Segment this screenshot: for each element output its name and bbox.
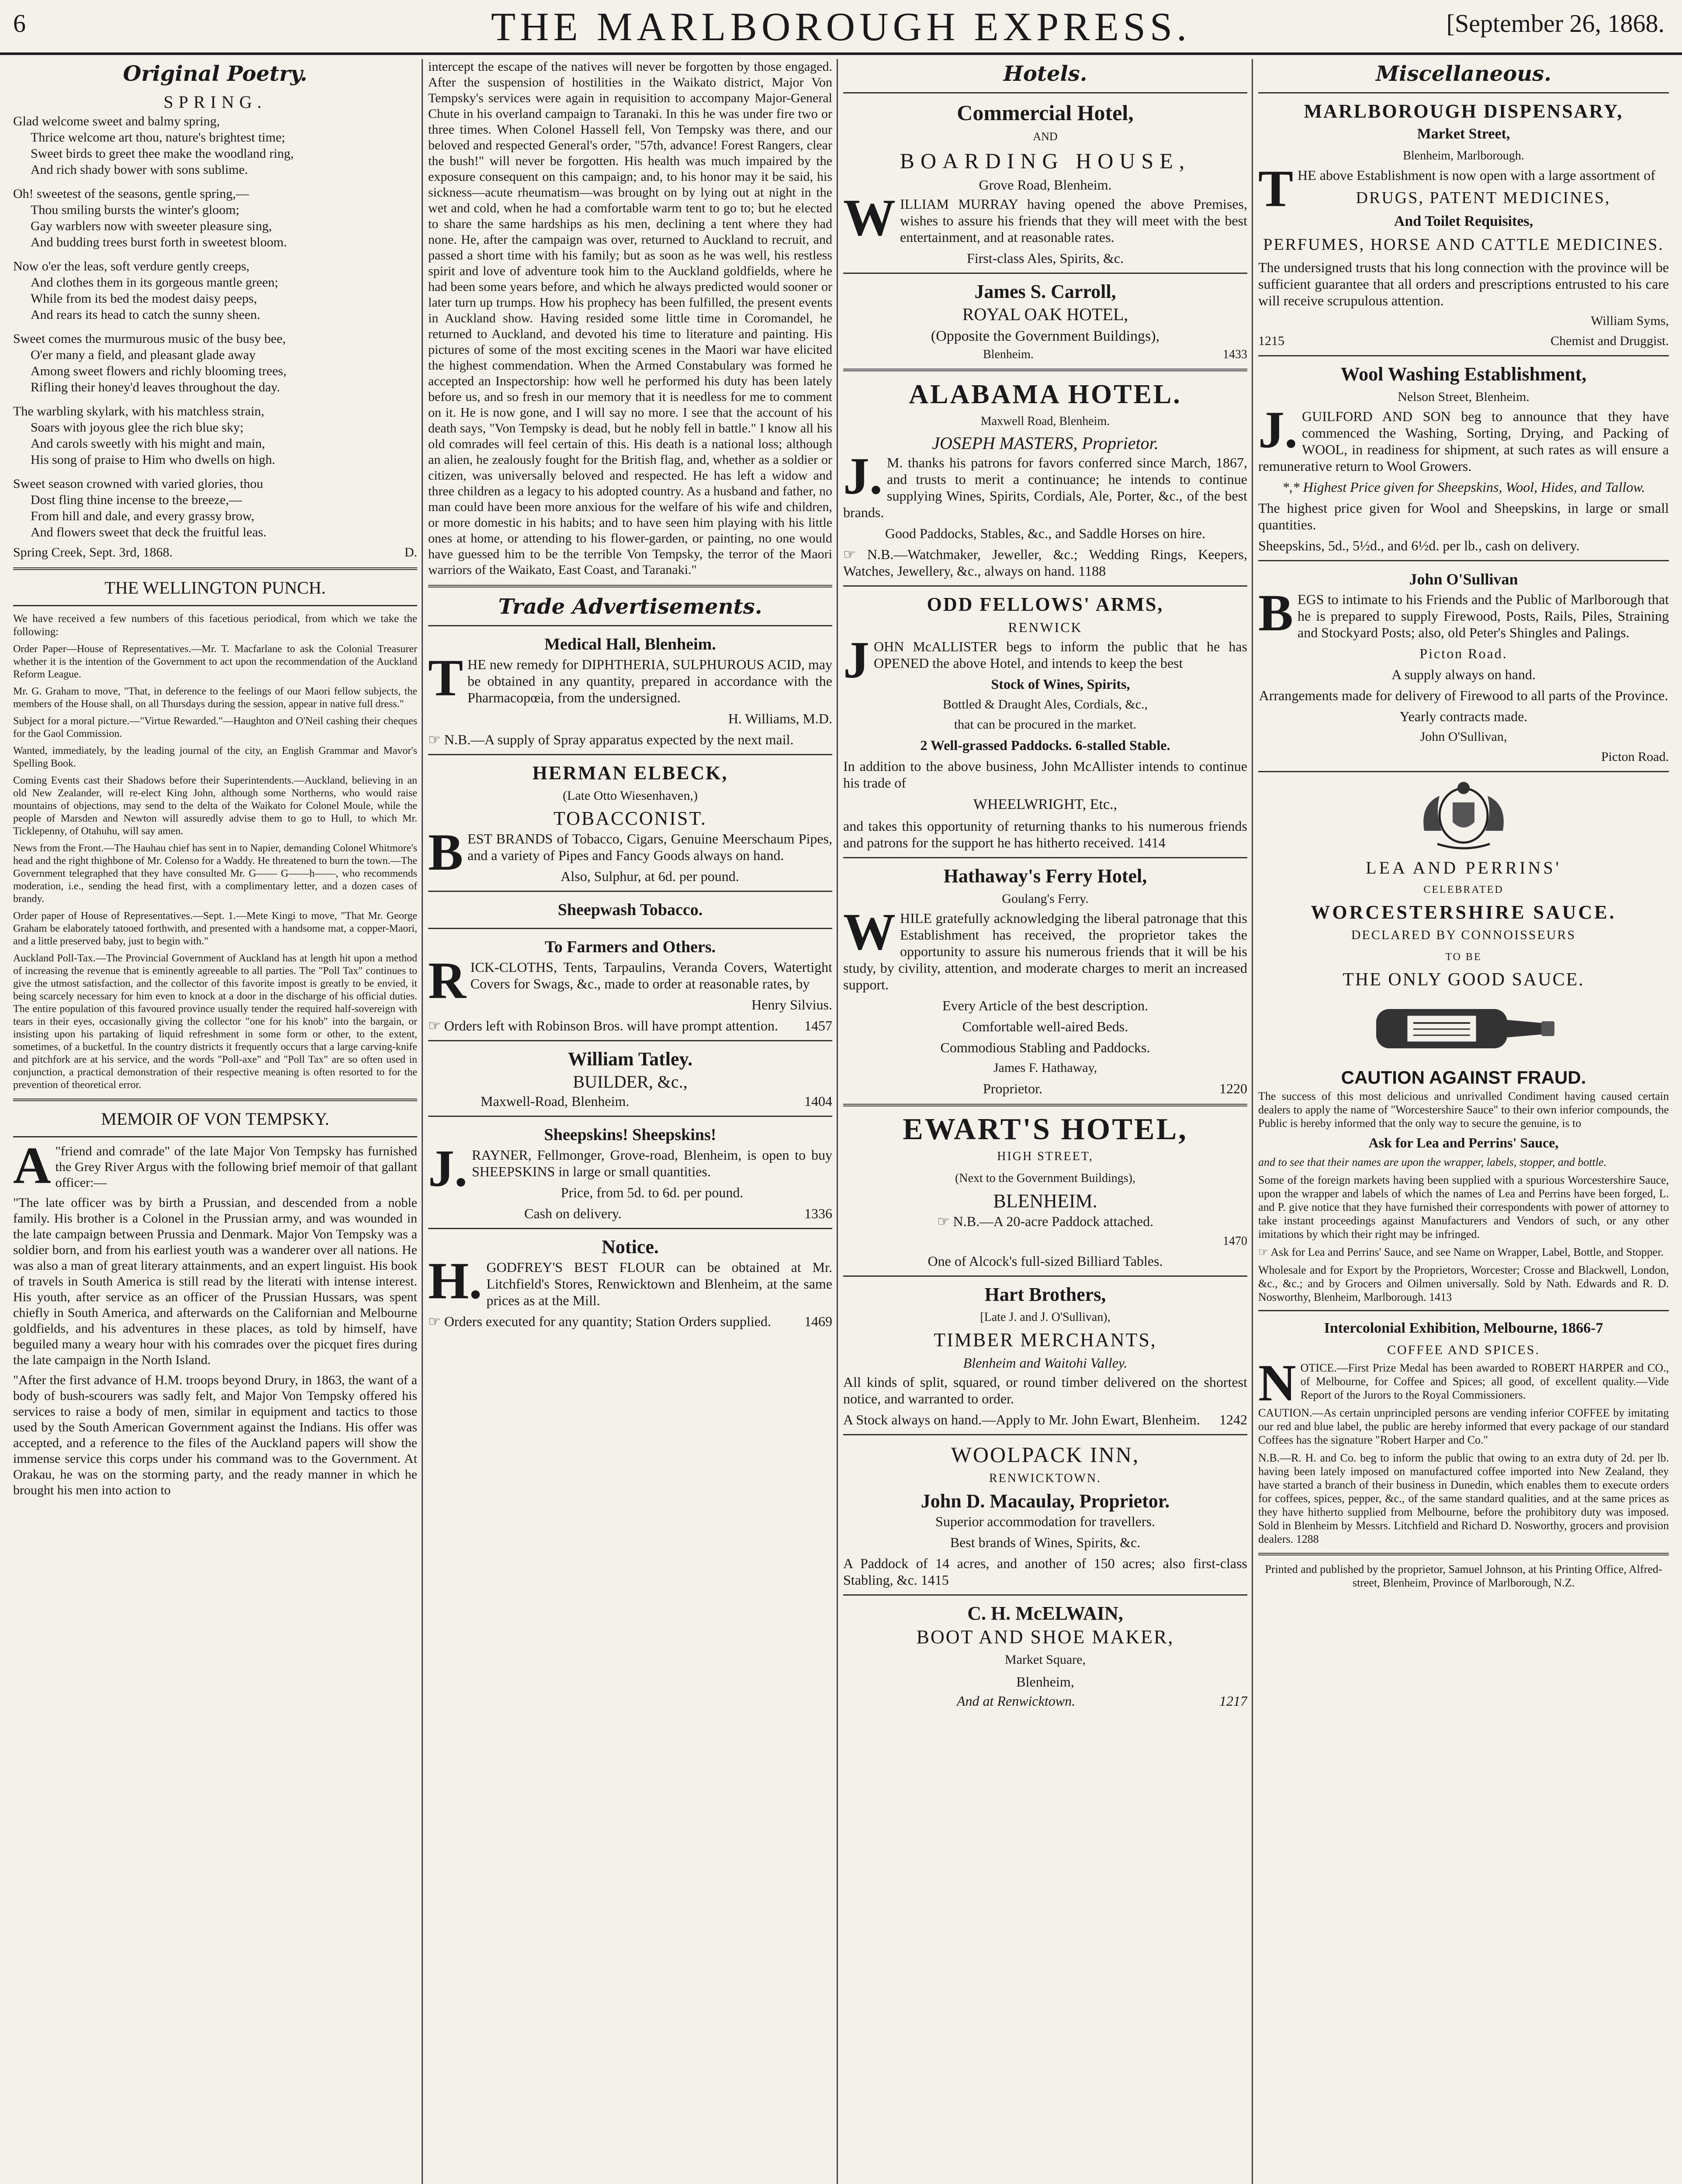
divider — [1258, 771, 1669, 772]
tatley-name: William Tatley. — [568, 1048, 693, 1070]
ad-number: 1470 — [1223, 1234, 1247, 1248]
mcelwain-trade: BOOT AND SHOE MAKER, — [916, 1626, 1174, 1648]
commercial-ales: First-class Ales, Spirits, &c. — [966, 250, 1124, 266]
elbeck-name: HERMAN ELBECK, — [532, 762, 728, 784]
ewart-hotel-name: EWART'S HOTEL, — [903, 1113, 1188, 1146]
tatley-footer — [428, 1093, 832, 1109]
dispensary-body: THE above Establishment is now open with a large assortment of — [1258, 159, 1655, 218]
ad-number: 1217 — [1219, 1693, 1247, 1709]
lp-only: THE ONLY GOOD SAUCE. — [1343, 970, 1585, 990]
ewart-address: (Next to the Government Buildings), — [955, 1171, 1135, 1185]
mcelwain-town: Blenheim, — [1016, 1674, 1074, 1690]
mcelwain-footer — [843, 1693, 1247, 1709]
miscellaneous-heading: Miscellaneous. — [1376, 62, 1551, 86]
memoir-body — [13, 1136, 417, 1498]
divider — [843, 1104, 1247, 1106]
divider — [843, 1594, 1247, 1596]
poem-line: And clothes them in its gorgeous mantle green; — [31, 275, 278, 290]
elbeck-body: BEST BRANDS of Tobacco, Cigars, Genuine Meerschaum Pipes, and a variety of Pipes and Fancy Goods always on hand. — [428, 823, 832, 881]
column-3 — [843, 59, 1247, 2184]
poem-line: Now o'er the leas, soft verdure gently creeps, — [13, 259, 250, 273]
commercial-and: AND — [1033, 130, 1058, 143]
divider — [428, 625, 832, 626]
masthead — [0, 0, 1682, 55]
wool-washing-highest: *,* Highest Price given for Sheepskins, Wool, Hides, and Tallow. — [1282, 479, 1645, 495]
divider — [1258, 560, 1669, 561]
issue-date: [September 26, 1868. — [1446, 9, 1665, 38]
poem-signature — [13, 545, 417, 560]
sheepskins-cash: Cash on delivery. — [524, 1206, 622, 1221]
oddfellows-paddocks: 2 Well-grassed Paddocks. 6-stalled Stable. — [920, 737, 1170, 753]
sauce-bottle-icon — [1359, 996, 1568, 1061]
trade-heading: Trade Advertisements. — [498, 594, 762, 619]
oddfellows-body: JOHN McALLISTER begs to inform the public that he has OPENED the above Hotel, and intends to keep the best — [843, 631, 1247, 689]
newspaper-title: THE MARLBOROUGH EXPRESS. — [491, 4, 1191, 49]
poem-initial: D. — [404, 545, 417, 560]
punch-item: Order paper of House of Representatives.—Sept. 1.—Mete Kingi to move, "That Mr. George Graham be elaborately tatooed forthwith, and presented with a handsome mat, a copper-Maori, and a little preserved baby, just to begin with." — [13, 910, 417, 947]
oddfellows-bottled: Bottled & Draught Ales, Cordials, &c., — [942, 697, 1148, 712]
ewart-town: BLENHEIM. — [993, 1190, 1097, 1212]
woolpack-brands: Best brands of Wines, Spirits, &c. — [950, 1534, 1141, 1550]
lp-body: The success of this most delicious and unrivalled Condiment having caused certain dealers to apply the name of "Worcestershire Sauce" to their own inferior compounds, the Public is hereby informed that the only way to secure the genuine, is to — [1258, 1090, 1669, 1130]
coffee-heading: Intercolonial Exhibition, Melbourne, 1866-7 — [1324, 1320, 1603, 1336]
elbeck-trade: TOBACCONIST. — [554, 808, 707, 829]
column-1 — [13, 59, 417, 2184]
dispensary-town: Blenheim, Marlborough. — [1403, 149, 1524, 162]
divider — [843, 585, 1247, 587]
medical-hall-note: ☞ N.B.—A supply of Spray apparatus expected by the next mail. — [428, 732, 794, 747]
stanza-break — [13, 178, 417, 186]
poem-line: Oh! sweetest of the seasons, gentle spring,— — [13, 187, 249, 201]
woolpack-accommodation: Superior accommodation for travellers. — [935, 1514, 1155, 1529]
lp-to-be: TO BE — [1445, 951, 1482, 963]
osullivan-arrangements: Arrangements made for delivery of Firewood to all parts of the Province. — [1259, 688, 1668, 703]
divider — [843, 1434, 1247, 1435]
hathaway-article: Every Article of the best description. — [942, 998, 1148, 1013]
ad-number: 1433 — [1223, 348, 1247, 361]
lp-caution: CAUTION AGAINST FRAUD. — [1341, 1067, 1586, 1088]
punch-heading: THE WELLINGTON PUNCH. — [104, 578, 326, 598]
poem-line: O'er many a field, and pleasant glade away — [31, 348, 256, 362]
lp-foreign: Some of the foreign markets having been supplied with a spurious Worcestershire Sauce, upon the wrapper and labels of which the names of Lea and Perrins have been forged, L. and P. give notice that they have furnished their correspondents with power of attorney to take instant proceedings against Manufacturers and Vendors of such, or any other imitations by which their right may be infringed. — [1258, 1174, 1669, 1241]
dispensary-street: Market Street, — [1417, 126, 1510, 142]
oddfellows-thanks-row — [843, 818, 1247, 851]
poem-line: Sweet comes the murmurous music of the busy bee, — [13, 332, 286, 346]
farmers-heading: To Farmers and Others. — [544, 938, 716, 956]
stanza-break — [13, 323, 417, 331]
osullivan-signature-place: Picton Road. — [1601, 750, 1669, 764]
coffee-nb: N.B.—R. H. and Co. beg to inform the public that owing to an extra duty of 2d. per lb. having been lately imposed on manufactured coffee imported into New Zealand, they have started a branch of their business in Dunedin, which enables them to execute orders for coffees, spices, pepper, &c., of the same standard qualities, and at the same prices as they have hitherto supplied from Melbourne, before the prohibitory duty was imposed. Sold in Blenheim by Messrs. Litchfield and Richard D. Nosworthy, grocers and provision dealers. — [1258, 1451, 1669, 1545]
oddfellows-thanks: and takes this opportunity of returning thanks to his numerous friends and patrons for the support he has hitherto received. — [843, 818, 1247, 850]
divider — [13, 567, 417, 570]
divider — [428, 1228, 832, 1229]
lp-celebrated: CELEBRATED — [1423, 884, 1504, 895]
osullivan-yearly: Yearly contracts made. — [1399, 708, 1528, 724]
hotels-heading: Hotels. — [1003, 62, 1087, 86]
woolpack-paddock-row — [843, 1555, 1247, 1588]
sheepskins-price: Price, from 5d. to 6d. per pound. — [561, 1185, 744, 1200]
commercial-body: WILLIAM MURRAY having opened the above Premises, wishes to assure his friends that they will meet with the best entertainment, and at reasonable rates. — [843, 188, 1247, 246]
column-rule — [422, 59, 423, 2184]
memoir-paragraph: "After the first advance of H.M. troops beyond Drury, in 1863, the want of a body of bush-scourers was sadly felt, and Major Von Tempsky offered his services to raise a body of men, similar in equipment and tactics to those used by the South American Government against the Indians. His offer was accepted, and a reference to the files of the Auckland papers will show the immense service this corps under his command was to the Government. At Orakau, he was on the storming party, and the ready manner in which he brought his men into action to — [13, 1373, 417, 1497]
lp-names: LEA AND PERRINS' — [1366, 858, 1561, 878]
woolpack-town: RENWICKTOWN. — [989, 1472, 1102, 1485]
imprint: Printed and published by the proprietor, Samuel Johnson, at his Printing Office, Alfred-street, Blenheim, Province of Marlborough, N.Z. — [1265, 1563, 1662, 1589]
osullivan-road: Picton Road. — [1419, 646, 1508, 661]
oddfellows-town: RENWICK — [1008, 619, 1083, 635]
poem-line: And flowers sweet that deck the fruitful leas. — [31, 525, 266, 539]
page-number: 6 — [13, 9, 26, 38]
poem-line: Glad welcome sweet and balmy spring, — [13, 114, 220, 128]
coffee-subheading: COFFEE AND SPICES. — [1387, 1343, 1540, 1357]
divider — [1258, 92, 1669, 93]
poem-line: And carols sweetly with his might and main, — [31, 436, 265, 451]
hart-trade: TIMBER MERCHANTS, — [934, 1329, 1157, 1351]
alabama-nb: ☞ N.B.—Watchmaker, Jeweller, &c.; Wedding Rings, Keepers, Watches, Jewellery, &c., always on hand. — [843, 546, 1247, 579]
lp-sauce: WORCESTERSHIRE SAUCE. — [1311, 902, 1616, 923]
oddfellows-procured: that can be procured in the market. — [954, 717, 1137, 732]
stanza-break — [13, 395, 417, 403]
hart-body: All kinds of split, squared, or round timber delivered on the shortest notice, and warranted to order. — [843, 1374, 1247, 1406]
lp-declared: DECLARED BY CONNOISSEURS — [1351, 928, 1576, 942]
divider — [428, 891, 832, 892]
ad-number: 1469 — [804, 1313, 832, 1329]
poem-line: Sweet season crowned with varied glories, thou — [13, 477, 263, 491]
tatley-address: Maxwell-Road, Blenheim. — [481, 1093, 630, 1109]
elbeck-former: (Late Otto Wiesenhaven,) — [563, 788, 698, 803]
poem-line: While from its bed the modest daisy peeps, — [31, 291, 257, 306]
column-4 — [1258, 59, 1669, 2184]
farmers-signature: Henry Silvius. — [751, 997, 832, 1013]
ad-number: 1404 — [804, 1093, 832, 1109]
divider — [428, 754, 832, 755]
divider — [13, 1099, 417, 1101]
coffee-nb-row — [1258, 1451, 1669, 1546]
poem-line: And rich shady bower with sons sublime. — [31, 162, 248, 177]
farmers-body: RICK-CLOTHS, Tents, Tarpaulins, Veranda Covers, Watertight Covers for Swags, &c., made to order at reasonable rates, by — [428, 951, 832, 1009]
mcelwain-name: C. H. McELWAIN, — [967, 1603, 1123, 1624]
wool-washing-body: J.GUILFORD AND SON beg to announce that they have commenced the Washing, Sorting, Drying, and Packing of WOOL, in readiness for shipment, at such rates as will ensure a remunerative return to Wool Growers. — [1258, 401, 1669, 474]
carroll-name: James S. Carroll, — [974, 281, 1116, 302]
osullivan-supply: A supply always on hand. — [1391, 667, 1536, 682]
punch-intro: We have received a few numbers of this facetious periodical, from which we take the following: — [13, 613, 417, 638]
ad-number: 1288 — [1296, 1533, 1319, 1545]
carroll-address: (Opposite the Government Buildings), — [931, 328, 1160, 344]
farmers-orders: ☞ Orders left with Robinson Bros. will have prompt attention. — [428, 1018, 779, 1033]
farmers-footer — [428, 1017, 832, 1034]
poem-line: Among sweet flowers and richly blooming trees, — [31, 364, 287, 378]
poem-line: Dost fling thine incense to the breeze,— — [31, 493, 242, 507]
poem-line: Rifling their honey'd leaves throughout the day. — [31, 380, 280, 394]
dispensary-footer — [1258, 333, 1669, 349]
lp-see: and to see that their names are upon the wrapper, labels, stopper, and bottle. — [1258, 1156, 1607, 1168]
poem-line: His song of praise to Him who dwells on high. — [31, 453, 275, 467]
mcelwain-address: Market Square, — [1005, 1652, 1086, 1667]
sheepskins-footer — [428, 1205, 832, 1222]
divider — [428, 1040, 832, 1041]
punch-item: Mr. G. Graham to move, "That, in deference to the feelings of our Maori fellow subjects, the members of the House shall, on all Thursdays during the session, appear in native full dress." — [13, 686, 417, 710]
alabama-note — [843, 546, 1247, 579]
poem-body — [13, 113, 417, 540]
divider — [428, 585, 832, 587]
stanza-break — [13, 250, 417, 258]
hathaway-beds: Comfortable well-aired Beds. — [962, 1019, 1128, 1034]
hart-footer — [843, 1411, 1247, 1428]
notice-heading: Notice. — [602, 1236, 659, 1258]
carroll-town: Blenheim. — [983, 348, 1034, 361]
poem-place-date: Spring Creek, Sept. 3rd, 1868. — [13, 545, 173, 560]
dispensary-drugs: DRUGS, PATENT MEDICINES, — [1356, 189, 1611, 207]
oddfellows-trade: WHEELWRIGHT, Etc., — [973, 796, 1118, 812]
dispensary-trust: The undersigned trusts that his long connection with the province will be sufficient guarantee that all orders and prescriptions entrusted to his care will receive scrupulous attention. — [1258, 259, 1669, 308]
ad-number: 1457 — [804, 1018, 832, 1033]
stanza-break — [13, 468, 417, 476]
ad-number: 1336 — [804, 1206, 832, 1221]
osullivan-signature: John O'Sullivan, — [1420, 729, 1507, 744]
ewart-nb: ☞ N.B.—A 20-acre Paddock attached. — [937, 1213, 1154, 1229]
hathaway-name: Hathaway's Ferry Hotel, — [943, 865, 1147, 887]
punch-items — [13, 643, 417, 1092]
memoir-continued: intercept the escape of the natives will never be forgotten by those engaged. After the suspension of hostilities in the Waikato district, Major Von Tempsky's services were again in requisition to accompany Major-General Chute in his overland campaign to Taranaki. In this he was under fire two or three times. When Colonel Hassell fell, Von Tempsky was there, and our beloved and respected General's order, "57th, advance! Forest Rangers, clear the bush!" will never be forgotten. His health was much impaired by the exposure consequent on this campaign; and, to his honor may it be said, his sickness—acute rheumatism—was brought on by lying out at night in the wet and cold, when he had a comfortable warm tent to go to; but he elected to share the same hardships as his men, declining a tent where they had none. He, after the campaign was over, returned to Auckland to recruit, and passed a short time with his family; but as soon as he was well, his restless spirit and love of adventure took him to the Auckland goldfields, where he had been some years before, and which he always predicted would sooner or later turn up trumps. How his prophecy has been fulfilled, the present events in Auckland show. Having resided some little time in Coromandel, he returned to Auckland, and devoted his time to literature and painting. His pictures of some of the most exciting scenes in the Maori war have elicited the highest commendation. When the Armed Constabulary was formed he accepted an Inspectorship: how well he performed his duty has been lately before us, and so fresh in our memory that it is needless for me to comment on it. He is now gone, and I will say no more. I see that the account of his death says, "Von Tempsky is dead, but he nobly fell in battle." I know all his old comrades will feel certain of this. His death is a national loss; although an alien, he zealously fought for the British flag, and, whether as a soldier or citizen, was universally beloved and respected. He has left a widow and three children as a legacy to his adopted country. As a husband and father, no man could have been more anxious for the welfare of his wife and children, or more domestic in his habits; and to have seen him playing with his little ones at home, or attending to his flower-garden, or painting, no one would have guessed him to be the terrible Von Tempsky, the terror of the Maori warriors of the Waikato, East Coast, and Taranaki." — [428, 59, 832, 577]
divider — [843, 857, 1247, 858]
memoir-paragraph: A"friend and comrade" of the late Major Von Tempsky has furnished the Grey River Argus with the following brief memoir of that gallant officer:— — [13, 1136, 417, 1194]
osullivan-name: John O'Sullivan — [1409, 570, 1518, 588]
ad-number: 1414 — [1137, 835, 1166, 850]
alabama-paddocks: Good Paddocks, Stables, &c., and Saddle Horses on hire. — [885, 525, 1206, 541]
poem-line: Thrice welcome art thou, nature's brightest time; — [31, 130, 285, 145]
divider — [1258, 1553, 1669, 1555]
hathaway-stabling: Commodious Stabling and Paddocks. — [940, 1040, 1150, 1055]
lp-ask: Ask for Lea and Perrins' Sauce, — [1368, 1135, 1559, 1151]
poem-line: From hill and dale, and every grassy brow, — [31, 509, 255, 523]
lp-ask-again: ☞ Ask for Lea and Perrins' Sauce, and see Name on Wrapper, Label, Bottle, and Stopper. — [1258, 1246, 1664, 1258]
alabama-address: Maxwell Road, Blenheim. — [980, 415, 1110, 428]
dispensary-toilet: And Toilet Requisites, — [1394, 213, 1533, 229]
osullivan-body: BEGS to intimate to his Friends and the Public of Marlborough that he is prepared to supply Firewood, Posts, Rails, Piles, Straining and Stockyard Posts; also, old Peter's Shingles and Palings. — [1258, 584, 1669, 642]
lp-wholesale: Wholesale and for Export by the Proprietors, Worcester; Crosse and Blackwell, London, &c., &c.; and by Grocers and Oilmen universally. Sold by Nath. Edwards and R. D. Nosworthy, Blenheim, Marlborough. — [1258, 1264, 1669, 1303]
column-rule — [1252, 59, 1253, 2184]
poem-line: And budding trees burst forth in sweetest bloom. — [31, 235, 287, 249]
carroll-footer — [843, 347, 1247, 362]
commercial-boarding-house: BOARDING HOUSE, — [900, 149, 1191, 173]
punch-item: Wanted, immediately, by the leading journal of the city, an English Grammar and Mavor's Spelling Book. — [13, 745, 417, 769]
woolpack-paddock: A Paddock of 14 acres, and another of 150 acres; also first-class Stabling, &c. — [843, 1555, 1247, 1588]
punch-item: Subject for a moral picture.—"Virtue Rewarded."—Haughton and O'Neil cashing their cheques for the Gaol Commission. — [13, 715, 417, 740]
oddfellows-name: ODD FELLOWS' ARMS, — [927, 594, 1164, 615]
poem-line: Thou smiling bursts the winter's gloom; — [31, 203, 239, 217]
divider — [843, 92, 1247, 93]
commercial-hotel-name: Commercial Hotel, — [957, 100, 1134, 125]
coffee-caution: CAUTION.—As certain unprincipled persons are vending inferior COFFEE by imitating our red and blue label, the public are hereby informed that every package of our standard Coffees has the signature "Robert Harper and Co." — [1258, 1406, 1669, 1446]
ad-number: 1413 — [1429, 1291, 1452, 1303]
divider — [13, 605, 417, 606]
ad-number: 1215 — [1258, 334, 1284, 348]
wool-washing-price: The highest price given for Wool and Sheepskins, in large or small quantities. — [1258, 500, 1669, 532]
wool-washing-address: Nelson Street, Blenheim. — [1398, 390, 1530, 404]
ad-number: 1415 — [921, 1572, 949, 1588]
commercial-address: Grove Road, Blenheim. — [979, 177, 1112, 193]
sheepskins-heading: Sheepskins! Sheepskins! — [544, 1126, 716, 1144]
punch-item: News from the Front.—The Hauhau chief has sent in to Napier, demanding Colonel Whitmore's head and the right thighbone of Mr. Colenso for a Waddy. He threatened to burn the town.—The Government telegraphed that they have consulted Mr. G—— G——h——, who recommends moderation, i.e., sending the head first, with a complimentary letter, and a dozen cases of brandy. — [13, 843, 417, 905]
hart-address: Blenheim and Waitohi Valley. — [963, 1355, 1128, 1371]
poem-line: Sweet birds to greet thee make the woodland ring, — [31, 146, 294, 161]
punch-item: Coming Events cast their Shadows before their Superintendents.—Auckland, believing in an old New Zealander, will re-elect King John, although some Northerns, who would raise mountains of objections, may send to the delta of the Waikato for Colonel Moule, while the people of Marsden and Newton will assuredly advise them to go to Hull, to which Mr. Ticklepenny, of Otahuhu, will say amen. — [13, 775, 417, 837]
ad-number: 1220 — [1219, 1081, 1247, 1096]
poem-line: And rears its head to catch the sunny sheen. — [31, 308, 260, 322]
sheepskins-body: J.RAYNER, Fellmonger, Grove-road, Blenheim, is open to buy SHEEPSKINS in large or small quantities. — [428, 1139, 832, 1197]
divider — [13, 1136, 417, 1137]
royal-arms-emblem-icon — [1411, 778, 1516, 853]
notice-body: H.GODFREY'S BEST FLOUR can be obtained at Mr. Litchfield's Stores, Renwicktown and Blenheim, at the same prices as at the Mill. — [428, 1251, 832, 1310]
sheepwash-heading: Sheepwash Tobacco. — [557, 901, 703, 919]
medical-hall-heading: Medical Hall, Blenheim. — [544, 635, 716, 653]
memoir-heading: MEMOIR OF VON TEMPSKY. — [101, 1109, 329, 1129]
hathaway-footer — [843, 1080, 1247, 1097]
punch-item: Order Paper—House of Representatives.—Mr. T. Macfarlane to ask the Colonial Treasurer whether it is the intention of the Government to act upon the recommendation of the Auckland Reform League. — [13, 643, 417, 680]
poem-line: The warbling skylark, with his matchless strain, — [13, 404, 264, 418]
ad-number: 1188 — [1078, 563, 1106, 579]
divider — [843, 1275, 1247, 1277]
tatley-trade: BUILDER, &c., — [573, 1072, 688, 1092]
woolpack-name: WOOLPACK INN, — [951, 1442, 1140, 1467]
hathaway-body: WHILE gratefully acknowledging the liberal patronage that this Establishment has received, the proprietor takes the opportunity to assure his numerous friends that it will be his study, by civility, attention, and moderate charges to merit an increased support. — [843, 902, 1247, 992]
notice-orders: ☞ Orders executed for any quantity; Station Orders supplied. — [428, 1313, 771, 1329]
hart-stock: A Stock always on hand.—Apply to Mr. John Ewart, Blenheim. — [843, 1412, 1200, 1427]
dispensary-name: MARLBOROUGH DISPENSARY, — [1304, 100, 1623, 122]
divider — [1258, 1310, 1669, 1311]
divider — [843, 369, 1247, 371]
hart-former: [Late J. and J. O'Sullivan), — [980, 1310, 1111, 1324]
ad-number: 1242 — [1219, 1412, 1247, 1427]
notice-footer — [428, 1313, 832, 1330]
hathaway-signature: James F. Hathaway, — [993, 1061, 1097, 1075]
wool-washing-rates: Sheepskins, 5d., 5½d., and 6½d. per lb., cash on delivery. — [1258, 538, 1580, 553]
lp-wholesale-row — [1258, 1263, 1669, 1304]
divider — [428, 1116, 832, 1117]
wool-washing-name: Wool Washing Establishment, — [1340, 363, 1587, 385]
poem-line: Soars with joyous glee the rich blue sky; — [31, 420, 244, 435]
alabama-hotel-name: ALABAMA HOTEL. — [909, 380, 1182, 409]
divider — [843, 273, 1247, 274]
dispensary-signature: William Syms, — [1591, 314, 1669, 328]
woolpack-proprietor: John D. Macaulay, Proprietor. — [921, 1490, 1170, 1512]
dispensary-perfumes: PERFUMES, HORSE AND CATTLE MEDICINES. — [1263, 235, 1664, 254]
alabama-proprietor: JOSEPH MASTERS, Proprietor. — [932, 433, 1159, 453]
poem-line: Gay warblers now with sweeter pleasure sing, — [31, 219, 272, 233]
hathaway-proprietor: Proprietor. — [983, 1081, 1042, 1096]
divider — [428, 928, 832, 929]
ewart-street: HIGH STREET, — [997, 1150, 1094, 1163]
mcelwain-renwick: And at Renwicktown. — [957, 1693, 1076, 1709]
alabama-body: J.M. thanks his patrons for favors conferred since March, 1867, and trusts to merit a continuance; he intends to continue supplying Wines, Spirits, Cordials, Ale, Porter, &c., of the best brands. — [843, 447, 1247, 520]
hathaway-address: Goulang's Ferry. — [1002, 892, 1089, 906]
poetry-heading: Original Poetry. — [123, 62, 308, 86]
hart-name: Hart Brothers, — [984, 1284, 1106, 1305]
medical-hall-signature: H. Williams, M.D. — [728, 711, 832, 726]
dispensary-role: Chemist and Druggist. — [1550, 334, 1669, 348]
oddfellows-stock: Stock of Wines, Spirits, — [991, 676, 1130, 692]
medical-hall-body: THE new remedy for DIPHTHERIA, SULPHUROUS ACID, may be obtained in any quantity, prepared in accordance with the Pharmacopœia, from the undersigned. — [428, 649, 832, 707]
elbeck-sulphur: Also, Sulphur, at 6d. per pound. — [561, 868, 739, 884]
oddfellows-addition: In addition to the above business, John McAllister intends to continue his trade of — [843, 758, 1247, 791]
poem-title: SPRING. — [163, 92, 267, 112]
punch-item: Auckland Poll-Tax.—The Provincial Government of Auckland has at length hit upon a method of increasing the revenue that is eminently agreeable to all parties. The "Poll Tax" continues to give the utmost satisfaction, and the collector of this favorite impost is greatly to be envied, it being scarcely necessary for him even to knock at a door in the discharge of his official duties. The entire population of this favoured province usually tender the required half-sovereign with tears in their eyes, occasionally giving the collector "one for his knob" into the bargain, or insisting upon his partaking of liquid refreshment in some form or other, to the extent, sometimes, of a bucketful. In the country districts it frequently occurs that a large carving-knife and pitchfork are at his service, and the words "Poll-axe" and "Poll Tax" are so often used in conjunction, a practical demonstration of their respective meaning is often resorted to for the prevention of theoretical error. — [13, 953, 417, 1091]
ewart-billiard: One of Alcock's full-sized Billiard Tables. — [928, 1253, 1163, 1269]
column-rule — [837, 59, 838, 2184]
divider — [1258, 355, 1669, 356]
carroll-hotel: ROYAL OAK HOTEL, — [962, 304, 1128, 324]
coffee-notice: NOTICE.—First Prize Medal has been awarded to ROBERT HARPER and CO., of Melbourne, for Coffee and Spices; all good, of excellent quality.—Vide Report of the Jurors to the Royal Commissioners. — [1258, 1354, 1669, 1412]
column-2 — [428, 59, 832, 2184]
memoir-paragraph: "The late officer was by birth a Prussian, and descended from a noble family. His brother is a Colonel in the Prussian army, and was wounded in the late campaign between Prussia and Denmark. Major Von Tempsky was a soldier born, and from his earliest youth was a wanderer over all nations. He was also a man of great literary attainments, and an expert linguist. His book of travels in South America is still read by the literati with intense interest. His youth, after service as an officer of the Prussian Hussars, was spent chiefly in South America, and afterwards on the Californian and Melbourne goldfields, and his adventures in these places, as told by himself, have beguiled many a weary hour with his comrades over the picquet fires during the late campaign in the North Island. — [13, 1196, 417, 1367]
